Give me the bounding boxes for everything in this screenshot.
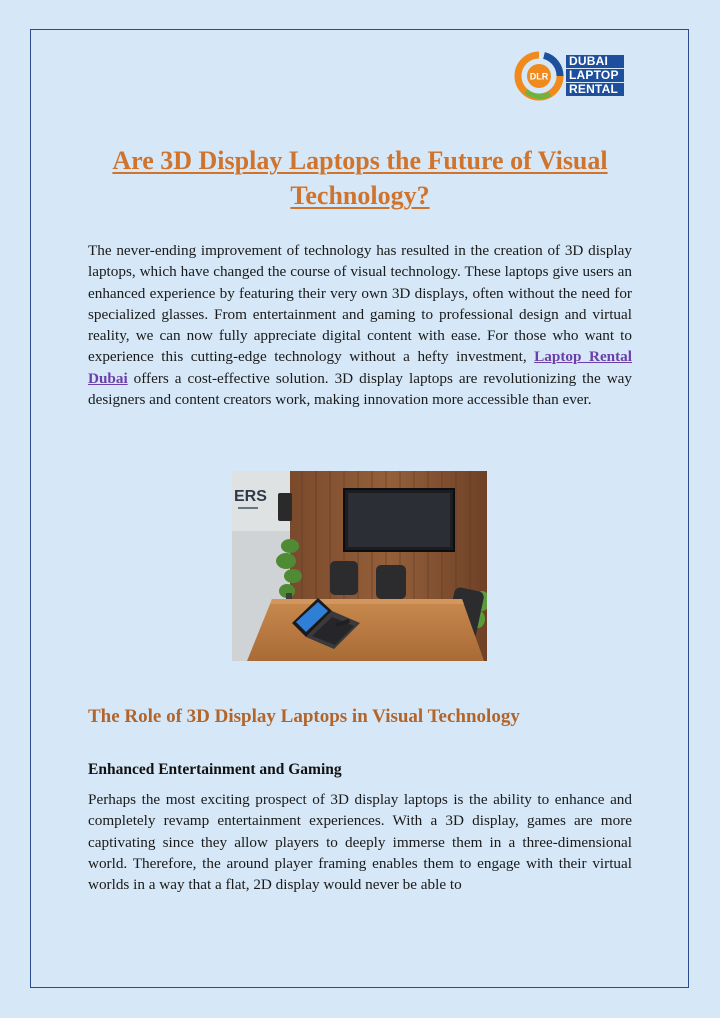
- logo-mark-icon: [514, 51, 564, 101]
- meeting-room-photo: [232, 471, 487, 661]
- logo-line-rental: RENTAL: [566, 83, 624, 96]
- intro-paragraph: [88, 240, 632, 410]
- intro-text-after-link: offers a cost-effective solution. 3D display laptops are revolutionizing the way designers and content creators work, making innovation more accessible than ever.: [88, 369, 632, 409]
- page-title: Are 3D Display Laptops the Future of Visual Technology?: [112, 146, 608, 210]
- logo-line-laptop: LAPTOP: [566, 69, 624, 82]
- meeting-room-illustration: [232, 471, 487, 661]
- section-subheading: Enhanced Entertainment and Gaming: [88, 761, 342, 778]
- laptop-rental-dubai-link[interactable]: Laptop Rental Dubai: [88, 348, 632, 387]
- logo-mark-text: DLR: [529, 71, 549, 82]
- logo-line-dubai: DUBAI: [566, 55, 624, 68]
- company-logo[interactable]: [514, 51, 626, 101]
- wall-sign-text: ERS: [234, 488, 267, 505]
- section-paragraph: Perhaps the most exciting prospect of 3D display laptops is the ability to enhance and completely revamp entertainment experiences. With a 3D display, games are more captivating since they allow players to deeply immerse them in a three-dimensional world. Therefore, the around player framing enables them to engage with their virtual worlds in a way that a flat, 2D display would never be able to: [88, 791, 632, 894]
- logo-wordmark: [566, 55, 624, 96]
- section-heading: The Role of 3D Display Laptops in Visual Technology: [88, 706, 520, 727]
- intro-text-before-link: The never-ending improvement of technology has resulted in the creation of 3D display laptops, which have changed the course of visual technology. These laptops give users an enhanced experience by featuring their very own 3D displays, often without the need for specialized glasses. From entertainment and gaming to professional design and virtual reality, we can now fully appreciate digital content with ease. For those who want to experience this cutting-edge technology without a hefty investment,: [88, 242, 632, 366]
